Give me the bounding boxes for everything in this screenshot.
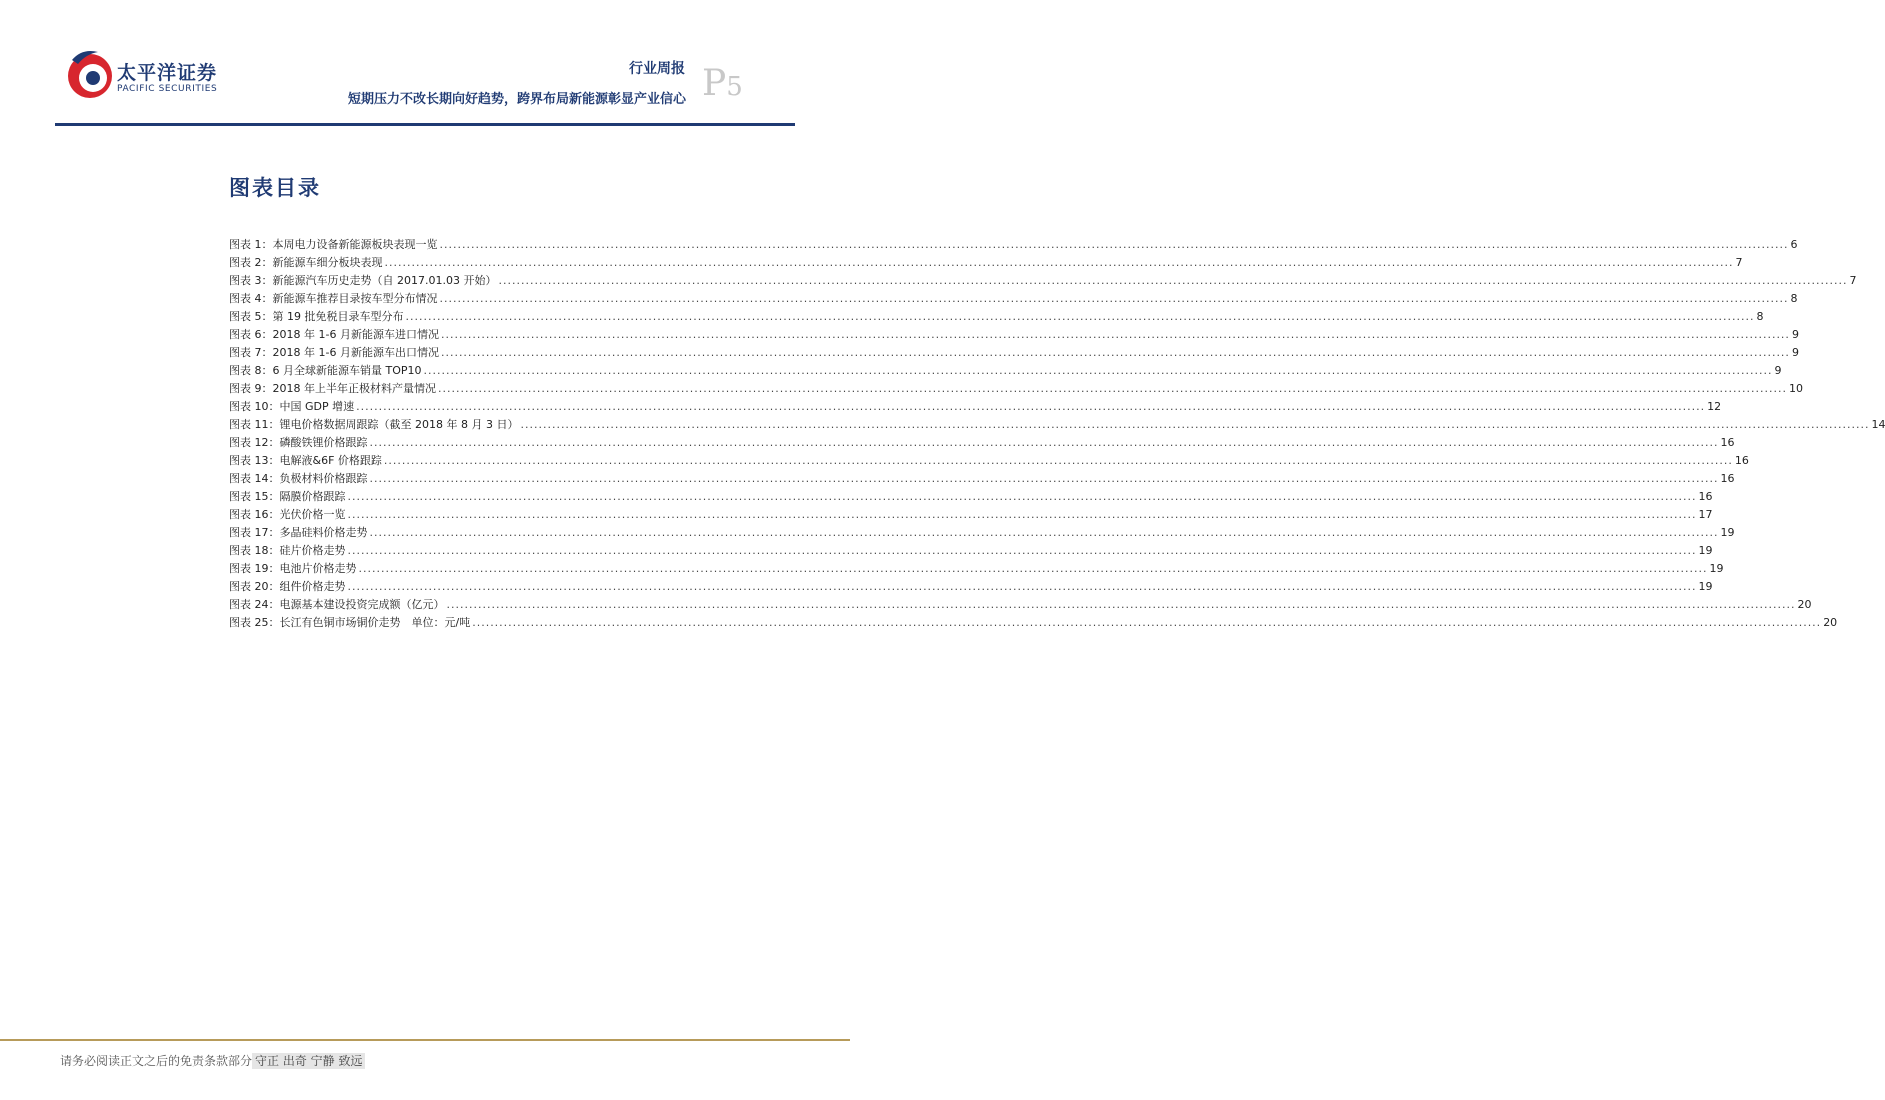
toc-entry-page: 19 xyxy=(1709,562,1724,575)
toc-entry-label: 图表 12：磷酸铁锂价格跟踪 xyxy=(229,436,368,449)
footer xyxy=(60,1052,365,1069)
toc-entry[interactable] xyxy=(229,560,1724,578)
toc-entry-label: 图表 8：6 月全球新能源车销量 TOP10 xyxy=(229,364,422,377)
toc-dot-leader: ............................................................................................................................................................................................................................................................................................................ xyxy=(439,292,1789,305)
brand-name-cn: 太平洋证券 xyxy=(117,62,218,84)
toc-entry-page: 17 xyxy=(1698,508,1713,521)
toc-entry-label: 图表 4：新能源车推荐目录按车型分布情况 xyxy=(229,292,438,305)
toc-entry[interactable] xyxy=(229,488,1713,506)
toc-dot-leader: ............................................................................................................................................................................................................................................................................................................ xyxy=(439,238,1789,251)
toc-entry-page: 16 xyxy=(1720,472,1735,485)
toc-entry-label: 图表 10：中国 GDP 增速 xyxy=(229,400,355,413)
toc-entry-page: 7 xyxy=(1735,256,1743,269)
toc-entry-page: 16 xyxy=(1734,454,1749,467)
toc-entry-label: 图表 25：长江有色铜市场铜价走势 单位：元/吨 xyxy=(229,616,471,629)
toc-dot-leader: ............................................................................................................................................................................................................................................................................................................ xyxy=(446,598,1796,611)
toc-entry-page: 7 xyxy=(1849,274,1857,287)
toc-entry-page: 20 xyxy=(1823,616,1838,629)
toc-dot-leader: ............................................................................................................................................................................................................................................................................................................ xyxy=(440,328,1790,341)
toc-dot-leader: ............................................................................................................................................................................................................................................................................................................ xyxy=(498,274,1848,287)
toc-entry-label: 图表 5：第 19 批免税目录车型分布 xyxy=(229,310,404,323)
toc-entry[interactable] xyxy=(229,614,1838,632)
toc-dot-leader: ............................................................................................................................................................................................................................................................................................................ xyxy=(472,616,1822,629)
toc-entry-page: 8 xyxy=(1790,292,1798,305)
toc-entry-label: 图表 13：电解液&6F 价格跟踪 xyxy=(229,454,382,467)
toc-entry[interactable] xyxy=(229,380,1803,398)
toc-dot-leader: ............................................................................................................................................................................................................................................................................................................ xyxy=(369,526,1719,539)
toc-entry-label: 图表 20：组件价格走势 xyxy=(229,580,346,593)
report-title: 短期压力不改长期向好趋势，跨界布局新能源彰显产业信心 xyxy=(347,92,686,107)
toc-entry[interactable] xyxy=(229,506,1713,524)
toc-dot-leader: ............................................................................................................................................................................................................................................................................................................ xyxy=(347,508,1697,521)
toc-entry[interactable] xyxy=(229,362,1782,380)
toc-entry[interactable] xyxy=(229,326,1799,344)
toc-entry-page: 9 xyxy=(1774,364,1782,377)
toc-entry[interactable] xyxy=(229,542,1713,560)
toc-entry-label: 图表 19：电池片价格走势 xyxy=(229,562,357,575)
toc-entry-label: 图表 24：电源基本建设投资完成额（亿元） xyxy=(229,598,445,611)
toc-entry-page: 16 xyxy=(1698,490,1713,503)
toc-entry[interactable] xyxy=(229,344,1799,362)
toc-dot-leader: ............................................................................................................................................................................................................................................................................................................ xyxy=(384,256,1734,269)
toc-dot-leader: ............................................................................................................................................................................................................................................................................................................ xyxy=(438,382,1787,395)
toc-entry-label: 图表 7：2018 年 1-6 月新能源车出口情况 xyxy=(229,346,439,359)
footer-disclaimer: 请务必阅读正文之后的免责条款部分 xyxy=(60,1054,253,1068)
toc-entry[interactable] xyxy=(229,416,1885,434)
page-number-prefix: P xyxy=(702,63,727,104)
toc-dot-leader: ............................................................................................................................................................................................................................................................................................................ xyxy=(520,418,1870,431)
footer-motto: 守正 出奇 宁静 致远 xyxy=(252,1053,365,1069)
toc-list xyxy=(229,236,1885,632)
toc-dot-leader: ............................................................................................................................................................................................................................................................................................................ xyxy=(423,364,1773,377)
header-divider xyxy=(55,123,795,126)
toc-dot-leader: ............................................................................................................................................................................................................................................................................................................ xyxy=(347,580,1697,593)
toc-entry-label: 图表 6：2018 年 1-6 月新能源车进口情况 xyxy=(229,328,439,341)
toc-entry[interactable] xyxy=(229,254,1743,272)
page-number-value: 5 xyxy=(726,72,743,102)
pacific-securities-logo-icon xyxy=(62,46,118,102)
toc-entry-label: 图表 14：负极材料价格跟踪 xyxy=(229,472,368,485)
page-number xyxy=(702,63,743,104)
toc-dot-leader: ............................................................................................................................................................................................................................................................................................................ xyxy=(383,454,1733,467)
toc-dot-leader: ............................................................................................................................................................................................................................................................................................................ xyxy=(356,400,1706,413)
toc-entry-label: 图表 11：锂电价格数据周跟踪（截至 2018 年 8 月 3 日） xyxy=(229,418,519,431)
toc-entry[interactable] xyxy=(229,290,1798,308)
toc-dot-leader: ............................................................................................................................................................................................................................................................................................................ xyxy=(405,310,1755,323)
toc-entry[interactable] xyxy=(229,398,1722,416)
toc-entry[interactable] xyxy=(229,308,1764,326)
toc-dot-leader: ............................................................................................................................................................................................................................................................................................................ xyxy=(358,562,1708,575)
toc-entry-page: 16 xyxy=(1720,436,1735,449)
toc-entry-page: 19 xyxy=(1720,526,1735,539)
report-type: 行业周报 xyxy=(629,61,685,77)
toc-entry-page: 19 xyxy=(1698,580,1713,593)
toc-entry-page: 19 xyxy=(1698,544,1713,557)
toc-entry[interactable] xyxy=(229,578,1713,596)
toc-entry-page: 20 xyxy=(1797,598,1812,611)
toc-entry[interactable] xyxy=(229,272,1857,290)
toc-dot-leader: ............................................................................................................................................................................................................................................................................................................ xyxy=(347,544,1697,557)
toc-entry-page: 14 xyxy=(1871,418,1885,431)
toc-entry[interactable] xyxy=(229,452,1749,470)
toc-entry-label: 图表 17：多晶硅料价格走势 xyxy=(229,526,368,539)
toc-entry-page: 6 xyxy=(1790,238,1798,251)
brand-name-en: PACIFIC SECURITIES xyxy=(117,84,218,94)
toc-entry-label: 图表 16：光伏价格一览 xyxy=(229,508,346,521)
toc-title: 图表目录 xyxy=(229,176,321,200)
toc-entry-page: 9 xyxy=(1791,328,1799,341)
toc-entry-label: 图表 3：新能源汽车历史走势（自 2017.01.03 开始） xyxy=(229,274,497,287)
toc-entry[interactable] xyxy=(229,434,1735,452)
toc-entry[interactable] xyxy=(229,470,1735,488)
toc-entry-page: 9 xyxy=(1791,346,1799,359)
toc-entry-page: 12 xyxy=(1707,400,1722,413)
toc-dot-leader: ............................................................................................................................................................................................................................................................................................................ xyxy=(347,490,1697,503)
toc-entry[interactable] xyxy=(229,596,1812,614)
toc-entry-page: 8 xyxy=(1756,310,1764,323)
footer-divider xyxy=(0,1039,850,1041)
toc-entry[interactable] xyxy=(229,236,1798,254)
toc-dot-leader: ............................................................................................................................................................................................................................................................................................................ xyxy=(369,436,1719,449)
toc-entry[interactable] xyxy=(229,524,1735,542)
toc-entry-label: 图表 1：本周电力设备新能源板块表现一览 xyxy=(229,238,438,251)
toc-entry-label: 图表 2：新能源车细分板块表现 xyxy=(229,256,383,269)
toc-dot-leader: ............................................................................................................................................................................................................................................................................................................ xyxy=(440,346,1790,359)
toc-entry-page: 10 xyxy=(1788,382,1803,395)
toc-entry-label: 图表 18：硅片价格走势 xyxy=(229,544,346,557)
toc-entry-label: 图表 9：2018 年上半年正极材料产量情况 xyxy=(229,382,436,395)
toc-dot-leader: ............................................................................................................................................................................................................................................................................................................ xyxy=(369,472,1719,485)
toc-entry-label: 图表 15：隔膜价格跟踪 xyxy=(229,490,346,503)
